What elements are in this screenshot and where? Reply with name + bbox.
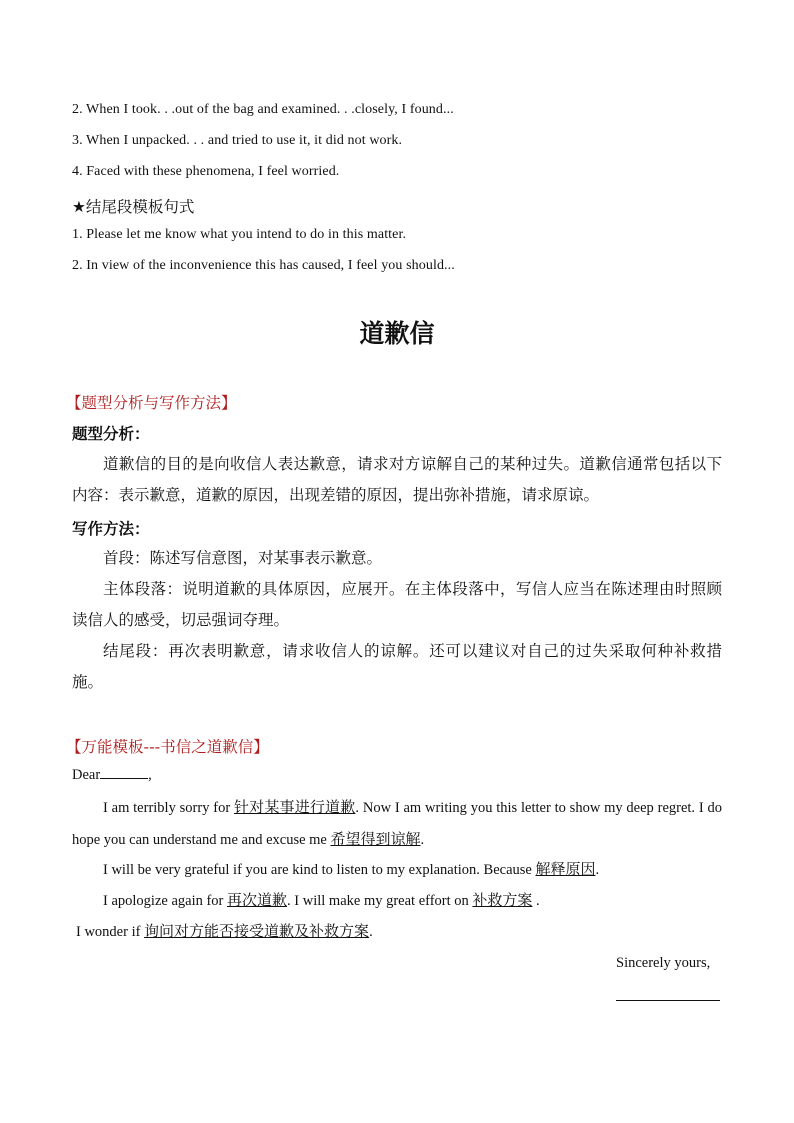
template-line-3: 3. When I unpacked. . . and tried to use it, it did not work. xyxy=(72,133,403,148)
p3-text-b: . I will make my great effort on xyxy=(287,893,473,909)
template-line-2: 2. When I took. . .out of the bag and examined. . .closely, I found... xyxy=(72,102,454,117)
p4-text-a: I wonder if xyxy=(76,924,145,940)
analysis-label: 题型分析： xyxy=(72,425,150,443)
p1-text-c: . xyxy=(420,832,425,848)
recipient-blank xyxy=(100,764,148,779)
p3-text-a: I apologize again for xyxy=(103,893,228,909)
method-end-paragraph: 结尾段：再次表明歉意，请求收信人的谅解。还可以建议对自己的过失采取何种补救措施。 xyxy=(72,642,722,691)
signature-blank xyxy=(616,986,720,1001)
p2-placeholder-reason: 解释原因 xyxy=(535,860,596,878)
analysis-text: 道歉信的目的是向收信人表达歉意，请求对方谅解自己的某种过失。道歉信通常包括以下内容：表示歉意，道歉的原因，出现差错的原因，提出弥补措施，请求原谅。 xyxy=(72,455,722,504)
letter-signoff: Sincerely yours, xyxy=(616,955,711,971)
letter-paragraph-2 xyxy=(72,854,722,886)
p1-placeholder-forgiveness: 希望得到谅解 xyxy=(330,830,421,848)
letter-salutation xyxy=(72,760,722,791)
method-label: 写作方法： xyxy=(72,520,150,538)
closing-heading: ★结尾段模板句式 xyxy=(72,198,195,216)
template-line-4: 4. Faced with these phenomena, I feel worried. xyxy=(72,164,340,179)
closing-line-2: 2. In view of the inconvenience this has caused, I feel you should... xyxy=(72,258,455,273)
p3-placeholder-remedy: 补救方案 xyxy=(472,891,533,909)
p3-text-c: . xyxy=(532,893,540,909)
p3-placeholder-apologize-again: 再次道歉 xyxy=(227,891,288,909)
p1-text-b: . Now I am writing you this letter to show my deep regret. I do hope you can understand me and excuse me xyxy=(72,800,722,848)
p1-placeholder-apology: 针对某事进行道歉 xyxy=(233,798,356,816)
section-heading-template: 【万能模板---书信之道歉信】 xyxy=(66,738,269,756)
p1-text-a: I am terribly sorry for xyxy=(103,800,234,816)
salutation-comma: , xyxy=(148,767,152,783)
method-first-paragraph: 首段：陈述写信意图，对某事表示歉意。 xyxy=(103,549,383,567)
section-heading-analysis: 【题型分析与写作方法】 xyxy=(66,394,237,412)
letter-paragraph-4 xyxy=(76,916,726,948)
p2-text-b: . xyxy=(595,862,600,878)
page-title: 道歉信 xyxy=(359,319,435,348)
letter-paragraph-1 xyxy=(72,792,722,856)
p2-text-a: I will be very grateful if you are kind to listen to my explanation. Because xyxy=(103,862,536,878)
p4-placeholder-inquiry: 询问对方能否接受道歉及补救方案 xyxy=(144,922,370,940)
closing-line-1: 1. Please let me know what you intend to do in this matter. xyxy=(72,227,407,242)
letter-paragraph-3 xyxy=(72,885,722,917)
p4-text-b: . xyxy=(369,924,373,940)
method-body-paragraph: 主体段落：说明道歉的具体原因，应展开。在主体段落中，写信人应当在陈述理由时照顾读信人的感受，切忌强词夺理。 xyxy=(72,580,722,629)
salutation-text: Dear xyxy=(72,767,101,783)
